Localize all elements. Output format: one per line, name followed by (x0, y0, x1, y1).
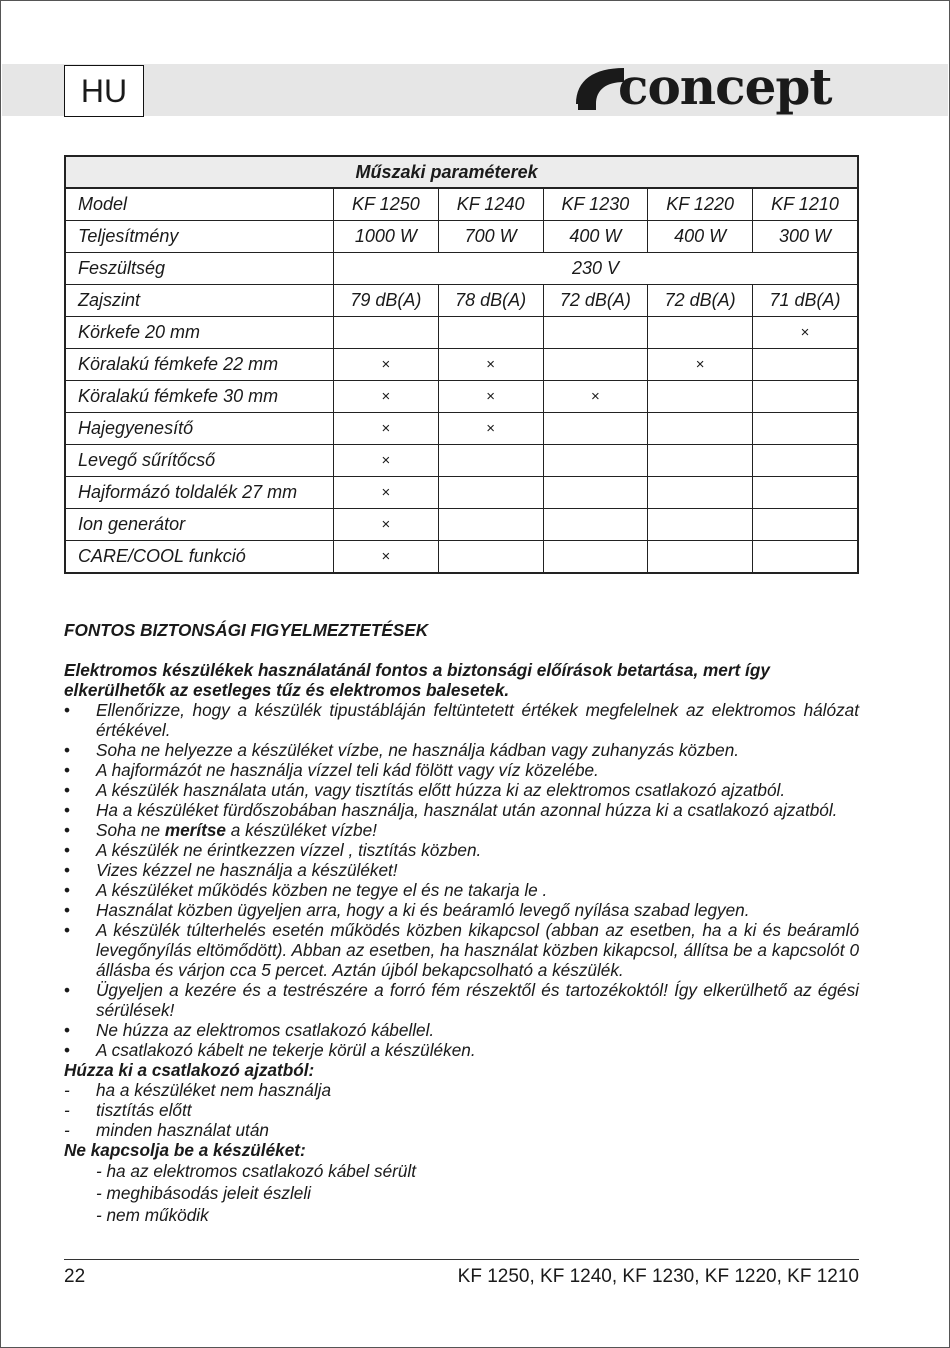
table-cell: × (438, 349, 543, 381)
row-label: Ion generátor (65, 509, 334, 541)
table-cell: × (438, 413, 543, 445)
table-cell: KF 1220 (648, 188, 753, 221)
row-label: Teljesítmény (65, 221, 334, 253)
list-item: • Ne húzza az elektromos csatlakozó kábellel. (64, 1020, 859, 1040)
table-cell: × (334, 541, 439, 574)
table-cell (648, 317, 753, 349)
table-cell: KF 1250 (334, 188, 439, 221)
table-cell: 71 dB(A) (753, 285, 859, 317)
table-row (65, 509, 858, 541)
list-item: • Soha ne helyezze a készüléket vízbe, ne használja kádban vagy zuhanyzás közben. (64, 740, 859, 760)
table-cell: × (334, 509, 439, 541)
list-item: - ha a készüléket nem használja (64, 1080, 859, 1100)
table-cell (753, 477, 859, 509)
list-item: • A csatlakozó kábelt ne tekerje körül a készüléken. (64, 1040, 859, 1060)
row-label: Hajegyenesítő (65, 413, 334, 445)
spec-table-title-row (65, 156, 858, 188)
table-cell (543, 349, 648, 381)
row-label: Feszültség (65, 253, 334, 285)
table-cell (543, 413, 648, 445)
table-cell (753, 349, 859, 381)
table-cell: × (753, 317, 859, 349)
table-cell (543, 445, 648, 477)
table-row (65, 445, 858, 477)
row-label: Hajformázó toldalék 27 mm (65, 477, 334, 509)
table-cell (648, 445, 753, 477)
table-cell: 78 dB(A) (438, 285, 543, 317)
table-row (65, 349, 858, 381)
unplug-heading: Húzza ki a csatlakozó ajzatból: (64, 1060, 315, 1080)
no-switch-list (64, 1160, 859, 1226)
list-item: • Ha a készüléket fürdőszobában használja, használat után azonnal húzza ki a csatlakozó ajzatból. (64, 800, 859, 820)
logo-wordmark: concept (618, 60, 832, 116)
table-cell: 230 V (334, 253, 859, 285)
table-cell: × (648, 349, 753, 381)
spec-table-title-spacer (65, 156, 334, 188)
table-cell (753, 541, 859, 574)
table-cell (438, 445, 543, 477)
row-label: CARE/COOL funkció (65, 541, 334, 574)
list-item: • Ügyeljen a kezére és a testrészére a forró fém részektől és tartozékoktól! Így elkerülhető az égési sérülések! (64, 980, 859, 1020)
table-cell: × (334, 349, 439, 381)
table-cell: × (543, 381, 648, 413)
list-item: • A hajformázót ne használja vízzel teli kád fölött vagy víz közelébe. (64, 760, 859, 780)
table-cell (648, 477, 753, 509)
list-item: - ha az elektromos csatlakozó kábel sérült (96, 1161, 417, 1181)
table-cell: 400 W (648, 221, 753, 253)
table-cell: × (334, 413, 439, 445)
table-cell: 400 W (543, 221, 648, 253)
safety-section (64, 620, 859, 1226)
table-row (65, 413, 858, 445)
table-cell (543, 541, 648, 574)
table-cell (543, 317, 648, 349)
list-item: - tisztítás előtt (64, 1100, 859, 1120)
table-cell: 72 dB(A) (543, 285, 648, 317)
safety-bullets (64, 700, 859, 1060)
table-row (65, 381, 858, 413)
table-cell (543, 477, 648, 509)
table-cell (438, 509, 543, 541)
table-cell: × (334, 381, 439, 413)
table-cell: 72 dB(A) (648, 285, 753, 317)
list-item: - nem működik (96, 1205, 209, 1225)
row-label: Zajszint (65, 285, 334, 317)
table-cell (753, 413, 859, 445)
table-row (65, 477, 858, 509)
table-cell: × (334, 445, 439, 477)
table-cell: 700 W (438, 221, 543, 253)
table-cell (753, 445, 859, 477)
row-label: Köralakú fémkefe 22 mm (65, 349, 334, 381)
row-label: Köralakú fémkefe 30 mm (65, 381, 334, 413)
spec-table (64, 155, 859, 574)
table-cell: 79 dB(A) (334, 285, 439, 317)
table-row (65, 541, 858, 574)
list-item: • Soha ne merítse a készüléket vízbe! (64, 820, 859, 840)
table-cell: × (438, 381, 543, 413)
footer-divider (64, 1259, 859, 1260)
table-cell: KF 1210 (753, 188, 859, 221)
table-cell (648, 509, 753, 541)
table-cell (334, 317, 439, 349)
list-item: • Használat közben ügyeljen arra, hogy a ki és beáramló levegő nyílása szabad legyen. (64, 900, 859, 920)
table-row (65, 188, 858, 221)
table-cell: KF 1230 (543, 188, 648, 221)
no-switch-heading: Ne kapcsolja be a készüléket: (64, 1140, 306, 1160)
safety-intro: Elektromos készülékek használatánál fontos a biztonsági előírások betartása, mert így elkerülhetők az esetleges tűz és elektromos balesetek. (64, 660, 770, 700)
table-row (65, 317, 858, 349)
row-label: Model (65, 188, 334, 221)
list-item: • A készülék ne érintkezzen vízzel , tisztítás közben. (64, 840, 859, 860)
table-cell (543, 509, 648, 541)
spec-table-title: Műszaki paraméterek (334, 156, 859, 188)
table-cell (438, 317, 543, 349)
row-label: Levegő sűrítőcső (65, 445, 334, 477)
concept-logo (572, 60, 862, 124)
table-cell (753, 381, 859, 413)
page-number: 22 (64, 1266, 86, 1287)
row-label: Körkefe 20 mm (65, 317, 334, 349)
list-item: • A készülék használata után, vagy tisztítás előtt húzza ki az elektromos csatlakozó ajzatból. (64, 780, 859, 800)
table-cell (648, 381, 753, 413)
table-cell (438, 477, 543, 509)
table-cell (438, 541, 543, 574)
table-cell: 1000 W (334, 221, 439, 253)
list-item: - meghibásodás jeleit észleli (96, 1183, 311, 1203)
list-item: • Vizes kézzel ne használja a készüléket! (64, 860, 859, 880)
table-cell (648, 413, 753, 445)
list-item: • Ellenőrizze, hogy a készülék tipustábláján feltüntetett értékek megfelelnek az elektromos hálózat értékével. (64, 700, 859, 740)
unplug-list (64, 1080, 859, 1140)
table-cell: × (334, 477, 439, 509)
table-row (65, 285, 858, 317)
table-cell (648, 541, 753, 574)
table-cell (753, 509, 859, 541)
language-label: HU (64, 65, 144, 117)
table-cell: 300 W (753, 221, 859, 253)
list-item: • A készüléket működés közben ne tegye el és ne takarja le . (64, 880, 859, 900)
safety-heading: FONTOS BIZTONSÁGI FIGYELMEZTETÉSEK (64, 620, 429, 640)
list-item: • A készülék túlterhelés esetén működés közben kikapcsol (abban az esetben, ha a ki és beáramló levegőnyílás eltömődött). Abban az esetben, ha használat közben kikapcsol, állítsa be a kapcsolót 0 állásba és várjon cca 5 percet. Aztán újból bekapcsolható a készülék. (64, 920, 859, 980)
table-cell: KF 1240 (438, 188, 543, 221)
table-row (65, 253, 858, 285)
table-row (65, 221, 858, 253)
footer-models: KF 1250, KF 1240, KF 1230, KF 1220, KF 1210 (457, 1266, 859, 1287)
emphasis: merítse (164, 820, 226, 840)
list-item: - minden használat után (64, 1120, 859, 1140)
